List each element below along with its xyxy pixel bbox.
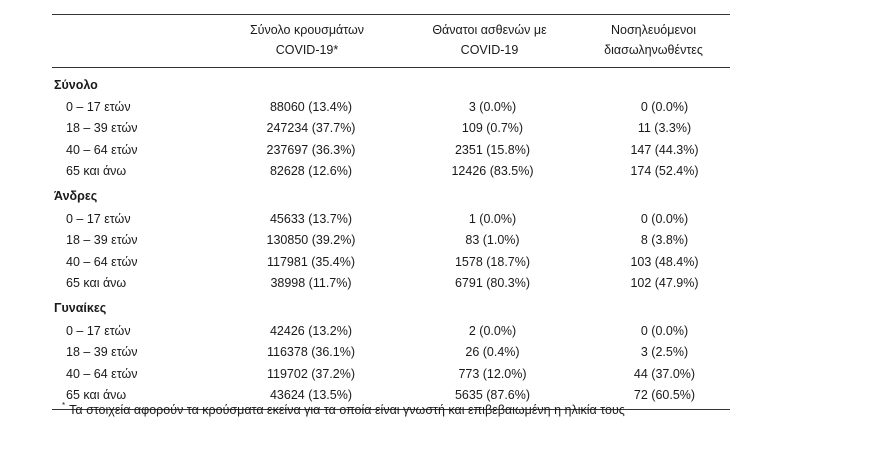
header-deaths-line2: COVID-19 (460, 43, 519, 57)
row-deaths: 773 (12.0%) (458, 366, 527, 381)
table-row (52, 251, 730, 273)
row-age-label: 18 – 39 ετών (66, 345, 138, 360)
row-cases: 116378 (36.1%) (266, 345, 356, 360)
row-age-label: 18 – 39 ετών (66, 121, 138, 136)
footnote (62, 402, 625, 417)
row-cases: 43624 (13.5%) (212, 385, 402, 410)
group-title: Άνδρες (54, 189, 98, 203)
row-cases: 247234 (37.7%) (266, 121, 356, 136)
statistics-table-container (52, 14, 730, 410)
row-intubated: 11 (3.3%) (637, 121, 692, 136)
group-title: Σύνολο (54, 78, 98, 92)
row-intubated: 0 (0.0%) (640, 99, 689, 114)
row-age-label: 0 – 17 ετών (66, 99, 131, 114)
row-cases: 237697 (36.3%) (266, 142, 356, 157)
row-intubated: 102 (47.9%) (630, 276, 699, 291)
table-row (52, 273, 730, 295)
table-row (52, 230, 730, 252)
group-header-women (52, 294, 730, 320)
group-header-total (52, 68, 730, 97)
footnote-marker: * (62, 401, 66, 410)
header-total-cases (212, 15, 402, 68)
footnote-text: Τα στοιχεία αφορούν τα κρούσματα εκείνα για τα οποία είναι γνωστή και επιβεβαιωμένη η ηλικία τους (69, 403, 625, 418)
row-intubated: 174 (52.4%) (630, 164, 699, 179)
row-intubated: 0 (0.0%) (640, 323, 689, 338)
header-total-cases-line2: COVID-19* (275, 43, 339, 57)
row-deaths: 1578 (18.7%) (454, 254, 531, 269)
row-cases: 130850 (39.2%) (266, 233, 356, 248)
header-label-column (52, 15, 212, 68)
row-deaths: 2351 (15.8%) (454, 142, 531, 157)
group-header-men (52, 182, 730, 208)
table-header-row (52, 15, 730, 68)
row-deaths: 26 (0.4%) (465, 345, 520, 360)
row-age-label: 40 – 64 ετών (66, 366, 138, 381)
header-intubated-line1: Νοσηλευόμενοι (610, 23, 696, 37)
row-intubated: 147 (44.3%) (630, 142, 699, 157)
row-cases: 45633 (13.7%) (269, 211, 352, 226)
row-intubated: 0 (0.0%) (640, 211, 689, 226)
row-intubated: 44 (37.0%) (633, 366, 696, 381)
header-deaths (402, 15, 577, 68)
row-intubated: 103 (48.4%) (630, 254, 699, 269)
row-deaths: 5635 (87.6%) (402, 385, 577, 410)
table-row (52, 342, 730, 364)
row-cases: 82628 (12.6%) (269, 164, 352, 179)
row-age-label: 65 και άνω (66, 276, 127, 291)
row-deaths: 109 (0.7%) (461, 121, 524, 136)
table-row (52, 363, 730, 385)
row-age-label: 40 – 64 ετών (66, 254, 138, 269)
header-intubated (577, 15, 730, 68)
header-deaths-line1: Θάνατοι ασθενών με (432, 23, 547, 37)
row-age-label: 65 και άνω (52, 385, 212, 410)
row-cases: 88060 (13.4%) (269, 99, 352, 114)
row-cases: 42426 (13.2%) (269, 323, 352, 338)
row-age-label: 0 – 17 ετών (66, 211, 131, 226)
row-cases: 119702 (37.2%) (266, 366, 356, 381)
header-intubated-line2: διασωληνωθέντες (604, 43, 703, 57)
row-deaths: 6791 (80.3%) (454, 276, 531, 291)
table-row (52, 161, 730, 183)
row-age-label: 18 – 39 ετών (66, 233, 138, 248)
row-deaths: 12426 (83.5%) (451, 164, 534, 179)
row-deaths: 2 (0.0%) (468, 323, 517, 338)
table-row (52, 208, 730, 230)
table-row (52, 139, 730, 161)
row-intubated: 3 (2.5%) (640, 345, 689, 360)
covid-age-statistics-table (52, 14, 730, 410)
row-age-label: 65 και άνω (66, 164, 127, 179)
table-row (52, 320, 730, 342)
row-deaths: 83 (1.0%) (465, 233, 520, 248)
row-deaths: 1 (0.0%) (468, 211, 517, 226)
table-row (52, 96, 730, 118)
row-cases: 117981 (35.4%) (266, 254, 356, 269)
row-intubated: 8 (3.8%) (640, 233, 689, 248)
row-cases: 38998 (11.7%) (270, 276, 352, 291)
row-age-label: 0 – 17 ετών (66, 323, 131, 338)
header-total-cases-line1: Σύνολο κρουσμάτων (249, 23, 365, 37)
row-intubated: 72 (60.5%) (577, 385, 730, 410)
row-age-label: 40 – 64 ετών (66, 142, 138, 157)
group-title: Γυναίκες (54, 301, 107, 315)
row-deaths: 3 (0.0%) (468, 99, 517, 114)
table-row (52, 118, 730, 140)
